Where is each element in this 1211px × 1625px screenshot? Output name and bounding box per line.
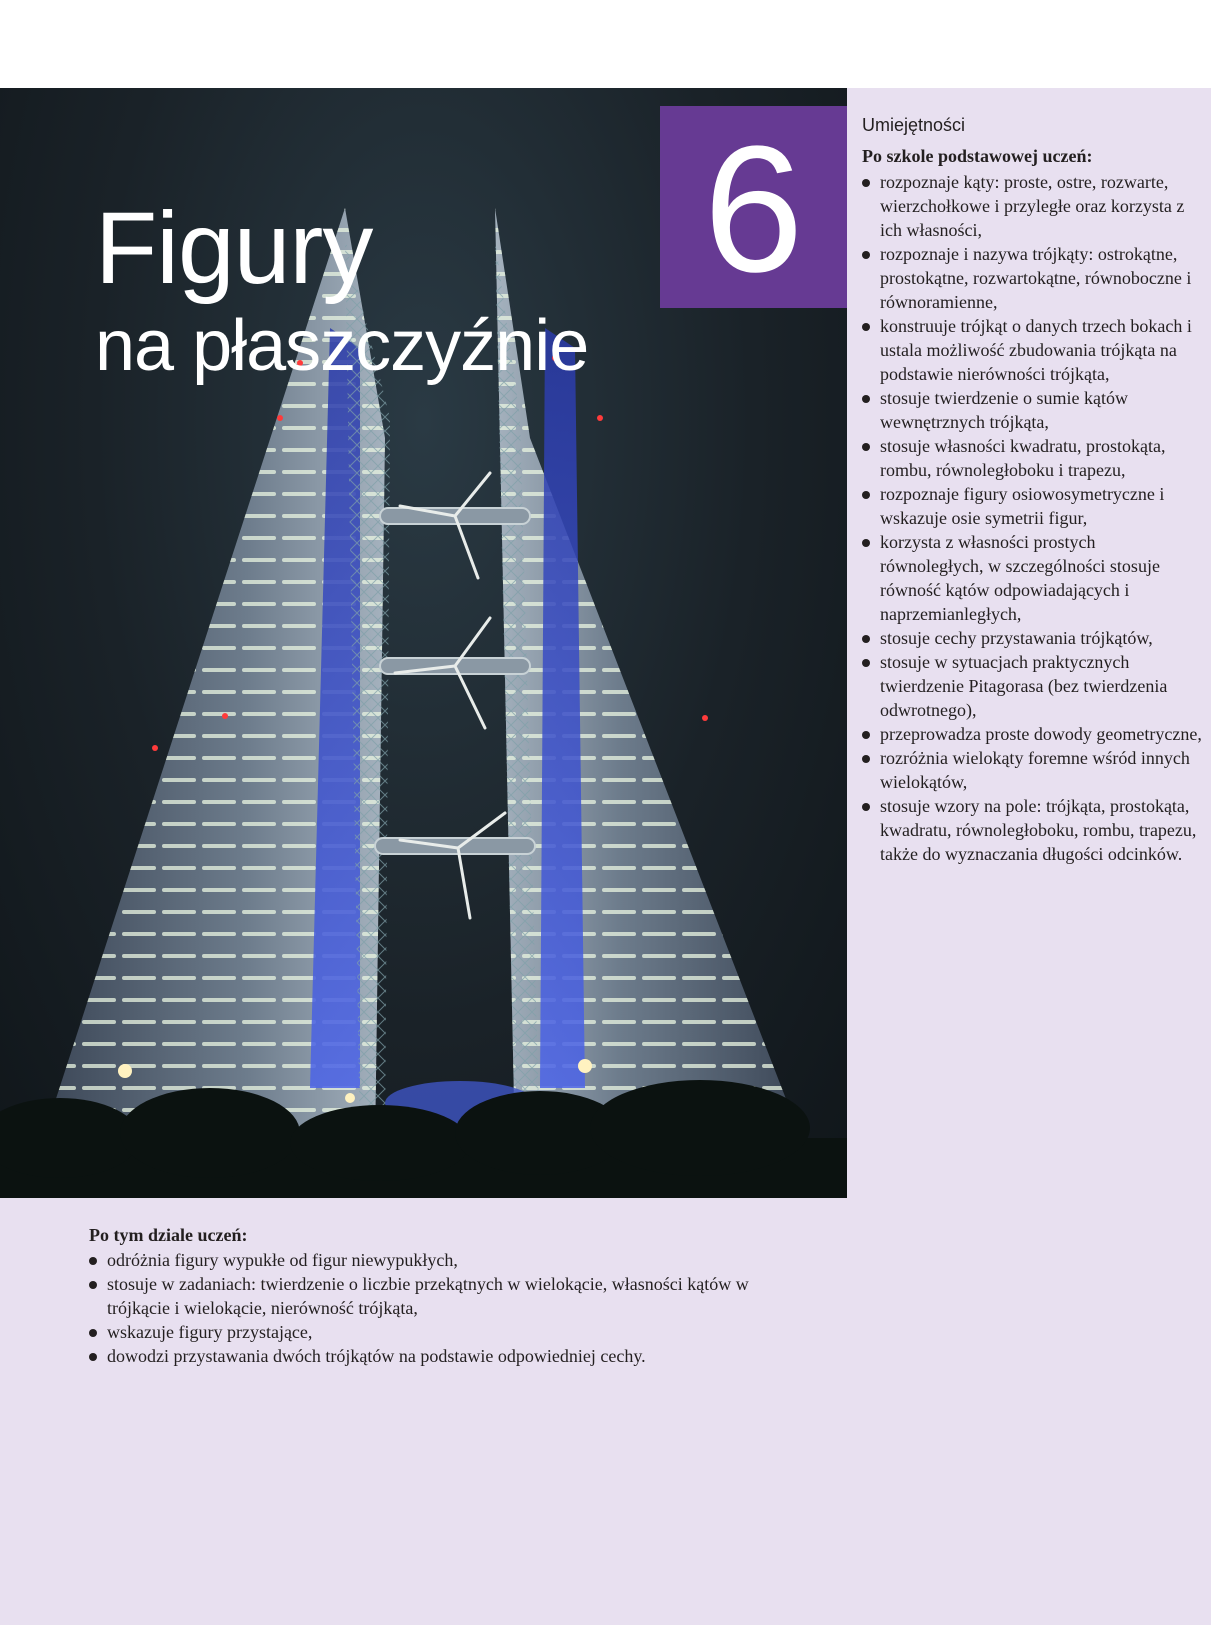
list-item: stosuje własności kwadratu, prostokąta, rombu, równoległoboku i trapezu, — [862, 434, 1202, 482]
list-item: rozpoznaje i nazywa trójkąty: ostrokątne, prostokątne, rozwartokątne, równoboczne i równoramienne, — [862, 242, 1202, 314]
list-item: dowodzi przystawania dwóch trójkątów na podstawie odpowiedniej cechy. — [89, 1344, 809, 1368]
list-item: rozpoznaje figury osiowosymetryczne i wskazuje osie symetrii figur, — [862, 482, 1202, 530]
list-item: wskazuje figury przystające, — [89, 1320, 809, 1344]
list-item: odróżnia figury wypukłe od figur niewypukłych, — [89, 1248, 809, 1272]
chapter-skills-panel — [89, 1223, 809, 1368]
chapter-title-line2: na płaszczyźnie — [95, 306, 589, 386]
list-item: stosuje wzory na pole: trójkąta, prostokąta, kwadratu, równoległoboku, rombu, trapezu, także do wyznaczania długości odcinków. — [862, 794, 1202, 866]
chapter-skills-list — [89, 1248, 809, 1368]
list-item: stosuje w sytuacjach praktycznych twierdzenie Pitagorasa (bez twierdzenia odwrotnego), — [862, 650, 1202, 722]
list-item: rozpoznaje kąty: proste, ostre, rozwarte, wierzchołkowe i przyległe oraz korzysta z ich własności, — [862, 170, 1202, 242]
skills-panel — [862, 115, 1202, 866]
list-item: stosuje cechy przystawania trójkątów, — [862, 626, 1202, 650]
list-item: rozróżnia wielokąty foremne wśród innych wielokątów, — [862, 746, 1202, 794]
list-item: korzysta z własności prostych równoległych, w szczególności stosuje równość kątów odpowiadających i naprzemianległych, — [862, 530, 1202, 626]
list-item: konstruuje trójkąt o danych trzech bokach i ustala możliwość zbudowania trójkąta na podstawie nierówności trójkąta, — [862, 314, 1202, 386]
skills-heading: Umiejętności — [862, 115, 966, 135]
list-item: przeprowadza proste dowody geometryczne, — [862, 722, 1202, 746]
primary-skills-list — [862, 170, 1202, 866]
chapter-number: 6 — [703, 109, 804, 310]
chapter-number-box — [660, 106, 847, 308]
list-item: stosuje w zadaniach: twierdzenie o liczbie przekątnych w wielokącie, własności kątów w trójkącie i wielokącie, nierówność trójkąta, — [89, 1272, 809, 1320]
chapter-title-line1: Figury — [95, 191, 373, 305]
primary-school-intro: Po szkole podstawowej uczeń: — [862, 146, 1093, 166]
chapter-intro: Po tym dziale uczeń: — [89, 1225, 248, 1245]
list-item: stosuje twierdzenie o sumie kątów wewnętrznych trójkąta, — [862, 386, 1202, 434]
